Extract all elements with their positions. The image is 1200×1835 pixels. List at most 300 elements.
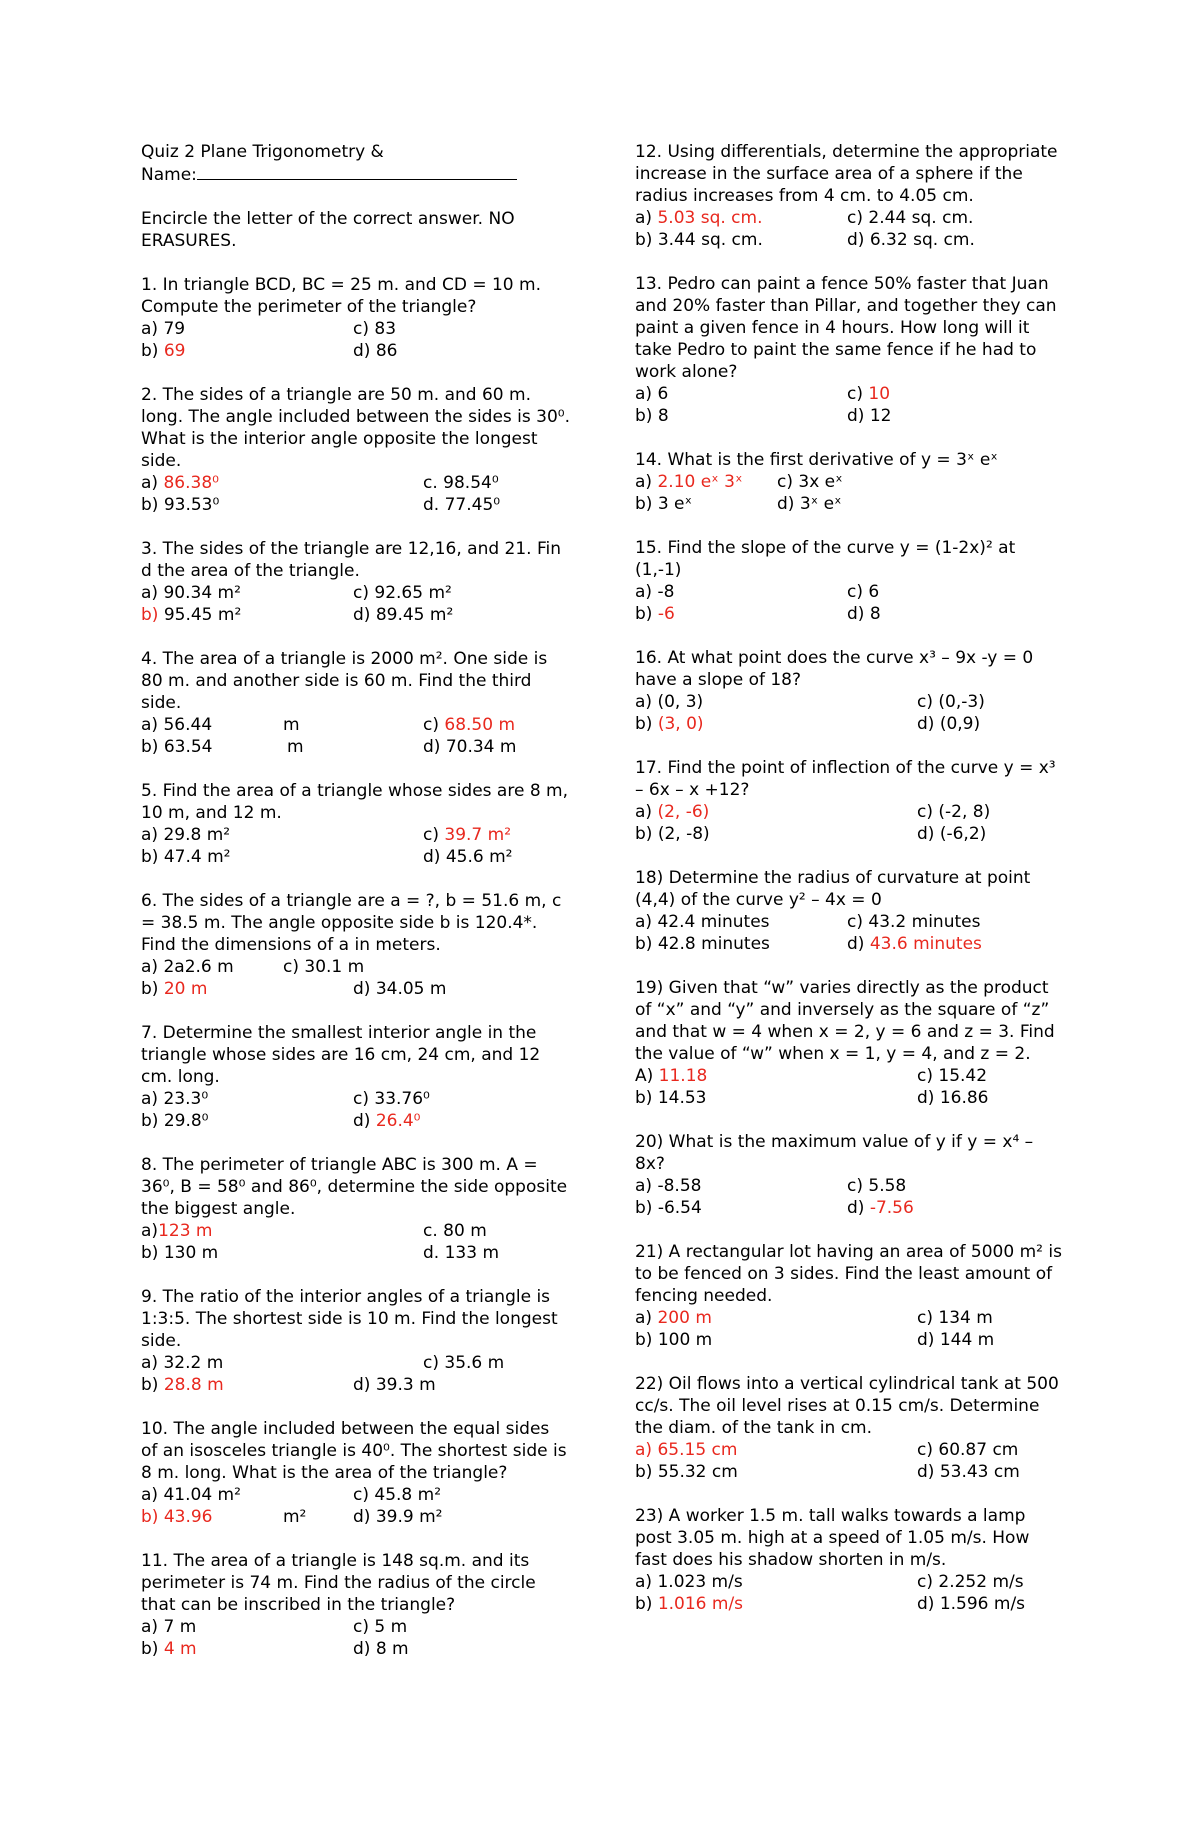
quiz-header: [141, 141, 571, 186]
option-value: 12: [869, 406, 892, 426]
answer-option[interactable]: [847, 933, 982, 955]
answer-option[interactable]: [423, 1220, 487, 1242]
option-letter: b): [141, 605, 164, 625]
option-letter: a): [635, 1572, 658, 1592]
option-letter: d): [917, 824, 940, 844]
answer-option[interactable]: [141, 1242, 218, 1264]
answer-option[interactable]: [847, 229, 975, 251]
answer-option[interactable]: [353, 1616, 407, 1638]
option-letter: b): [141, 847, 164, 867]
answer-option[interactable]: [283, 1506, 306, 1528]
option-value: m²: [283, 1507, 307, 1527]
question-item: [141, 1550, 571, 1660]
option-row: [141, 824, 571, 846]
question-item: [635, 141, 1065, 251]
option-row: [141, 1638, 571, 1660]
answer-option[interactable]: [635, 691, 703, 713]
option-row: [141, 846, 571, 868]
answer-option[interactable]: [777, 493, 842, 515]
option-row: [635, 1571, 1065, 1593]
answer-option[interactable]: [141, 1374, 224, 1396]
option-letter: c): [353, 1485, 375, 1505]
option-value: 26.4⁰: [375, 1111, 421, 1131]
option-value: 69: [163, 341, 186, 361]
option-row: [635, 471, 1065, 493]
option-value: 23.3⁰: [163, 1089, 209, 1109]
answer-option[interactable]: [423, 736, 516, 758]
question-item: [635, 1373, 1065, 1483]
option-value: 86: [375, 341, 398, 361]
option-value: 130 m: [163, 1243, 219, 1263]
answer-option[interactable]: [917, 1087, 989, 1109]
option-letter: a): [141, 825, 164, 845]
option-value: 15.42: [938, 1066, 988, 1086]
option-letter: d.: [423, 495, 445, 515]
option-letter: b): [635, 934, 658, 954]
option-value: 10: [868, 384, 891, 404]
question-text: 12. Using differentials, determine the appropriate increase in the surface area of a sphere if the radius increases from 4 cm. to 4.05 cm.: [635, 142, 1058, 206]
option-letter: c): [847, 208, 869, 228]
answer-option[interactable]: [283, 714, 300, 736]
answer-option[interactable]: [917, 1065, 987, 1087]
option-value: (2, -8): [657, 824, 710, 844]
answer-option[interactable]: [141, 1352, 223, 1374]
answer-option[interactable]: [917, 1307, 993, 1329]
answer-option[interactable]: [353, 1374, 436, 1396]
option-value: 42.8 minutes: [657, 934, 770, 954]
option-value: 93.53⁰: [163, 495, 220, 515]
answer-option[interactable]: [847, 405, 891, 427]
question-item: [635, 647, 1065, 735]
answer-option[interactable]: [635, 1175, 701, 1197]
option-value: 5 m: [374, 1617, 408, 1637]
option-value: 100 m: [657, 1330, 713, 1350]
right-column: [635, 141, 1065, 1637]
option-value: -8: [657, 582, 675, 602]
answer-option[interactable]: [917, 691, 985, 713]
option-letter: a): [635, 802, 658, 822]
answer-option[interactable]: [635, 1461, 738, 1483]
option-row: [141, 1110, 571, 1132]
answer-option[interactable]: [141, 1638, 197, 1660]
question-text: 10. The angle included between the equal sides of an isosceles triangle is 40⁰. The shortest side is 8 m. long. What is the area of the triangle?: [141, 1419, 567, 1483]
answer-option[interactable]: [423, 824, 511, 846]
option-letter: d): [917, 1330, 940, 1350]
answer-option[interactable]: [287, 736, 304, 758]
option-value: (0,-3): [938, 692, 985, 712]
question-text: 21) A rectangular lot having an area of 5000 m² is to be fenced on 3 sides. Find the least amount of fencing needed.: [635, 1242, 1062, 1306]
answer-option[interactable]: [423, 1242, 499, 1264]
answer-option[interactable]: [635, 1197, 702, 1219]
option-letter: b): [141, 1111, 164, 1131]
answer-option[interactable]: [635, 713, 704, 735]
option-value: 6: [657, 384, 669, 404]
answer-option[interactable]: [423, 846, 512, 868]
option-value: 3 eˣ: [657, 494, 693, 514]
answer-option[interactable]: [635, 229, 763, 251]
name-blank: [197, 163, 517, 180]
option-letter: b): [141, 979, 164, 999]
option-letter: d): [847, 1198, 870, 1218]
option-value: 2.10 eˣ 3ˣ: [657, 472, 743, 492]
option-letter: b): [635, 604, 658, 624]
option-value: -6: [657, 604, 675, 624]
option-row: [635, 1307, 1065, 1329]
option-row: [141, 582, 571, 604]
answer-option[interactable]: [847, 207, 973, 229]
option-letter: a): [141, 957, 164, 977]
answer-option[interactable]: [777, 471, 843, 493]
option-value: 65.15 cm: [657, 1440, 738, 1460]
question-item: [635, 537, 1065, 625]
option-letter: c): [423, 825, 445, 845]
option-value: 34.05 m: [375, 979, 447, 999]
answer-option[interactable]: [423, 472, 499, 494]
option-letter: b): [635, 494, 658, 514]
option-row: [635, 581, 1065, 603]
answer-option[interactable]: [635, 603, 675, 625]
option-value: (2, -6): [657, 802, 710, 822]
option-row: [635, 823, 1065, 845]
option-row: [141, 1506, 571, 1528]
answer-option[interactable]: [635, 933, 770, 955]
option-value: 29.8 m²: [163, 825, 231, 845]
option-row: [635, 1593, 1065, 1615]
option-letter: b): [635, 1198, 658, 1218]
option-row: [635, 1461, 1065, 1483]
answer-option[interactable]: [141, 472, 219, 494]
option-value: 2.44 sq. cm.: [868, 208, 974, 228]
answer-option[interactable]: [917, 1439, 1018, 1461]
option-letter: d): [353, 1111, 376, 1131]
question-text: 6. The sides of a triangle are a = ?, b = 51.6 m, c = 38.5 m. The angle opposite side b is 120.4*. Find the dimensions of a in meters.: [141, 891, 562, 955]
option-value: 134 m: [938, 1308, 993, 1328]
option-row: [635, 691, 1065, 713]
question-text: 3. The sides of the triangle are 12,16, and 21. Fin d the area of the triangle.: [141, 539, 562, 581]
option-value: 30.1 m: [304, 957, 365, 977]
answer-option[interactable]: [635, 823, 710, 845]
option-letter: a): [635, 1308, 658, 1328]
option-letter: d): [847, 934, 870, 954]
name-label: Name:: [141, 165, 197, 185]
answer-option[interactable]: [847, 911, 980, 933]
option-letter: c): [423, 1353, 445, 1373]
option-value: (0,9): [939, 714, 981, 734]
option-letter: d): [353, 341, 376, 361]
answer-option[interactable]: [141, 1220, 212, 1242]
option-row: [635, 713, 1065, 735]
question-item: [141, 1022, 571, 1132]
option-value: m: [283, 715, 300, 735]
answer-option[interactable]: [847, 1175, 906, 1197]
option-row: [141, 1484, 571, 1506]
answer-option[interactable]: [141, 846, 230, 868]
question-item: [635, 449, 1065, 515]
option-letter: b): [141, 1639, 164, 1659]
option-row: [141, 340, 571, 362]
option-value: 92.65 m²: [374, 583, 452, 603]
option-value: 5.58: [868, 1176, 907, 1196]
option-value: (0, 3): [657, 692, 704, 712]
option-value: 29.8⁰: [163, 1111, 209, 1131]
answer-option[interactable]: [141, 1088, 208, 1110]
option-letter: a): [141, 1485, 164, 1505]
option-letter: a): [635, 582, 658, 602]
answer-option[interactable]: [141, 1484, 241, 1506]
question-text: 4. The area of a triangle is 2000 m². One side is 80 m. and another side is 60 m. Find the third side.: [141, 649, 548, 713]
option-row: [635, 405, 1065, 427]
option-letter: a): [141, 473, 164, 493]
option-letter: c.: [423, 1221, 444, 1241]
option-value: 4 m: [163, 1639, 197, 1659]
question-text: 15. Find the slope of the curve y = (1-2x)² at (1,-1): [635, 538, 1016, 580]
question-text: 7. Determine the smallest interior angle in the triangle whose sides are 16 cm, 24 cm, and 12 cm. long.: [141, 1023, 541, 1087]
answer-option[interactable]: [141, 318, 185, 340]
option-letter: b): [141, 341, 164, 361]
question-item: [141, 890, 571, 1000]
option-value: 5.03 sq. cm.: [657, 208, 763, 228]
option-letter: c): [917, 1066, 939, 1086]
answer-option[interactable]: [635, 801, 709, 823]
answer-option[interactable]: [141, 604, 241, 626]
question-item: [141, 1154, 571, 1264]
left-column: [141, 141, 571, 1682]
answer-option[interactable]: [423, 714, 515, 736]
option-value: (-2, 8): [938, 802, 991, 822]
answer-option[interactable]: [847, 1197, 914, 1219]
answer-option[interactable]: [141, 1506, 213, 1528]
answer-option[interactable]: [917, 713, 980, 735]
question-item: [635, 1505, 1065, 1615]
answer-option[interactable]: [141, 956, 234, 978]
answer-option[interactable]: [141, 736, 213, 758]
answer-option[interactable]: [141, 494, 219, 516]
question-text: 2. The sides of a triangle are 50 m. and 60 m. long. The angle included between the sides is 30⁰. What is the interior angle opposite the longest side.: [141, 385, 571, 471]
option-value: 39.3 m: [375, 1375, 436, 1395]
option-value: 33.76⁰: [374, 1089, 430, 1109]
option-value: 47.4 m²: [163, 847, 231, 867]
answer-option[interactable]: [353, 582, 452, 604]
answer-option[interactable]: [635, 1307, 712, 1329]
option-value: 8 m: [375, 1639, 409, 1659]
answer-option[interactable]: [141, 1110, 209, 1132]
option-row: [141, 956, 571, 978]
answer-option[interactable]: [635, 1329, 712, 1351]
option-value: 43.2 minutes: [868, 912, 981, 932]
question-text: 17. Find the point of inflection of the curve y = x³ – 6x – x +12?: [635, 758, 1056, 800]
option-letter: d): [847, 604, 870, 624]
option-letter: d): [917, 1594, 940, 1614]
question-item: [635, 1131, 1065, 1219]
option-letter: b): [635, 1088, 658, 1108]
answer-option[interactable]: [635, 1593, 743, 1615]
answer-option[interactable]: [917, 1571, 1024, 1593]
option-row: [635, 493, 1065, 515]
option-letter: c): [847, 384, 869, 404]
instructions: Encircle the letter of the correct answer. NO ERASURES.: [141, 209, 515, 251]
question-text: 16. At what point does the curve x³ – 9x -y = 0 have a slope of 18?: [635, 648, 1034, 690]
option-value: 83: [374, 319, 397, 339]
option-row: [635, 1197, 1065, 1219]
option-value: 43.96: [163, 1507, 213, 1527]
option-letter: d): [847, 230, 870, 250]
option-letter: d): [353, 1375, 376, 1395]
option-value: 8: [869, 604, 881, 624]
option-value: 95.45 m²: [163, 605, 242, 625]
option-letter: d): [777, 494, 800, 514]
option-row: [635, 603, 1065, 625]
option-row: [141, 472, 571, 494]
option-letter: b): [635, 1594, 658, 1614]
option-letter: b): [635, 230, 658, 250]
option-letter: d): [917, 1462, 940, 1482]
option-value: 80 m: [443, 1221, 487, 1241]
option-letter: c): [917, 1440, 939, 1460]
option-value: 56.44: [163, 715, 213, 735]
answer-option[interactable]: [635, 493, 692, 515]
answer-option[interactable]: [353, 1110, 421, 1132]
answer-option[interactable]: [635, 1087, 707, 1109]
option-letter: b): [141, 1375, 164, 1395]
option-value: 79: [163, 319, 186, 339]
option-letter: b): [635, 1330, 658, 1350]
option-row: [141, 494, 571, 516]
option-value: 1.023 m/s: [657, 1572, 743, 1592]
option-row: [635, 1329, 1065, 1351]
question-item: [635, 1241, 1065, 1351]
option-letter: b): [635, 1462, 658, 1482]
answer-option[interactable]: [635, 405, 669, 427]
answer-option[interactable]: [353, 1506, 442, 1528]
option-value: 39.9 m²: [375, 1507, 443, 1527]
answer-option[interactable]: [353, 604, 453, 626]
answer-option[interactable]: [141, 582, 241, 604]
answer-option[interactable]: [141, 1616, 196, 1638]
answer-option[interactable]: [353, 1638, 409, 1660]
option-value: 60.87 cm: [938, 1440, 1019, 1460]
option-letter: c): [847, 912, 869, 932]
option-letter: b): [635, 824, 658, 844]
option-value: 32.2 m: [163, 1353, 224, 1373]
option-value: 133 m: [444, 1243, 500, 1263]
answer-option[interactable]: [917, 801, 990, 823]
option-letter: a): [141, 1089, 164, 1109]
option-letter: d): [917, 1088, 940, 1108]
option-row: [635, 1065, 1065, 1087]
option-letter: c): [847, 1176, 869, 1196]
answer-option[interactable]: [635, 1065, 707, 1087]
option-value: 3x eˣ: [798, 472, 843, 492]
answer-option[interactable]: [353, 978, 446, 1000]
option-row: [635, 933, 1065, 955]
option-value: 53.43 cm: [939, 1462, 1020, 1482]
answer-option[interactable]: [635, 911, 770, 933]
option-letter: c): [847, 582, 869, 602]
option-row: [141, 1352, 571, 1374]
option-letter: d): [847, 406, 870, 426]
answer-option[interactable]: [917, 1593, 1025, 1615]
answer-option[interactable]: [847, 383, 890, 405]
answer-option[interactable]: [635, 1439, 737, 1461]
option-value: 35.6 m: [444, 1353, 505, 1373]
question-text: 14. What is the first derivative of y = 3ˣ eˣ: [635, 450, 998, 470]
answer-option[interactable]: [917, 823, 986, 845]
option-value: -8.58: [657, 1176, 702, 1196]
answer-option[interactable]: [847, 603, 881, 625]
option-letter: a): [141, 715, 164, 735]
option-letter: d.: [423, 1243, 445, 1263]
option-letter: a): [635, 912, 658, 932]
answer-option[interactable]: [141, 824, 230, 846]
option-row: [141, 1220, 571, 1242]
answer-option[interactable]: [635, 471, 743, 493]
option-row: [635, 1087, 1065, 1109]
answer-option[interactable]: [353, 1088, 430, 1110]
option-letter: b): [635, 714, 658, 734]
answer-option[interactable]: [141, 714, 212, 736]
answer-option[interactable]: [353, 1484, 441, 1506]
question-text: 19) Given that “w” varies directly as the product of “x” and “y” and inversely as the square of “z” and that w = 4 when x = 2, y = 6 and z = 3. Find the value of “w” when x = 1, y = 4, and z = 2.: [635, 978, 1055, 1064]
option-letter: a): [635, 384, 658, 404]
option-value: 90.34 m²: [163, 583, 241, 603]
option-value: 14.53: [657, 1088, 707, 1108]
option-row: [635, 383, 1065, 405]
option-letter: b): [141, 737, 164, 757]
option-value: 123 m: [158, 1221, 213, 1241]
answer-option[interactable]: [353, 318, 396, 340]
option-value: 43.6 minutes: [869, 934, 982, 954]
option-value: 63.54: [163, 737, 213, 757]
option-letter: a): [635, 472, 658, 492]
option-value: 89.45 m²: [375, 605, 454, 625]
option-letter: a): [141, 1221, 159, 1241]
option-value: 20 m: [163, 979, 208, 999]
answer-option[interactable]: [423, 1352, 504, 1374]
option-letter: a): [635, 692, 658, 712]
option-row: [141, 318, 571, 340]
option-letter: c.: [423, 473, 444, 493]
option-letter: c): [917, 1572, 939, 1592]
answer-option[interactable]: [635, 1571, 743, 1593]
option-value: 45.8 m²: [374, 1485, 442, 1505]
answer-option[interactable]: [423, 494, 500, 516]
option-value: 6: [868, 582, 880, 602]
answer-option[interactable]: [635, 581, 674, 603]
answer-option[interactable]: [353, 340, 397, 362]
option-value: -7.56: [869, 1198, 914, 1218]
option-value: 42.4 minutes: [657, 912, 770, 932]
option-letter: d): [353, 605, 376, 625]
option-row: [635, 229, 1065, 251]
option-letter: c): [353, 1089, 375, 1109]
option-row: [141, 1616, 571, 1638]
answer-option[interactable]: [283, 956, 364, 978]
option-value: 144 m: [939, 1330, 995, 1350]
answer-option[interactable]: [635, 207, 763, 229]
question-text: 1. In triangle BCD, BC = 25 m. and CD = 10 m. Compute the perimeter of the triangle?: [141, 275, 541, 317]
option-letter: a): [635, 208, 658, 228]
option-value: 1.596 m/s: [939, 1594, 1026, 1614]
answer-option[interactable]: [917, 1461, 1020, 1483]
option-value: 55.32 cm: [657, 1462, 738, 1482]
answer-option[interactable]: [917, 1329, 994, 1351]
answer-option[interactable]: [141, 978, 207, 1000]
answer-option[interactable]: [141, 340, 185, 362]
answer-option[interactable]: [635, 383, 668, 405]
option-value: 2a2.6 m: [163, 957, 234, 977]
question-text: 23) A worker 1.5 m. tall walks towards a lamp post 3.05 m. high at a speed of 1.05 m/s. How fast does his shadow shorten in m/s.: [635, 1506, 1030, 1570]
answer-option[interactable]: [847, 581, 879, 603]
